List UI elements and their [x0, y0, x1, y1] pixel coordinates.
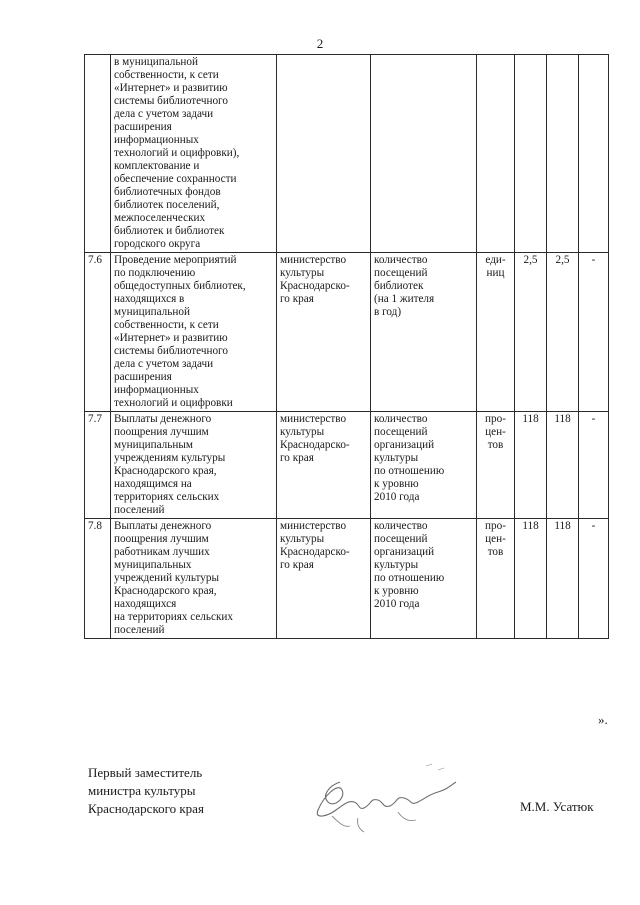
- event-name-line: технологий и оцифровки: [114, 397, 233, 409]
- event-name-line: дела с учетом задачи: [114, 358, 214, 370]
- closing-quote-mark: ».: [598, 712, 608, 727]
- position-line: министра культуры: [88, 783, 196, 798]
- table-row: [85, 55, 609, 253]
- event-name-line: «Интернет» и развитию: [114, 332, 228, 344]
- event-name-line: в муниципальной: [114, 56, 199, 68]
- position-line: Краснодарского края: [88, 801, 204, 816]
- value-2015: 118: [515, 412, 547, 519]
- event-name-line: информационных: [114, 134, 199, 146]
- unit: [477, 253, 515, 412]
- signature-position: [88, 764, 204, 818]
- unit-line: про-: [485, 413, 506, 425]
- event-name-line: поселений: [114, 624, 165, 636]
- indicator-line: (на 1 жителя: [374, 293, 435, 305]
- event-name-line: межпоселенческих: [114, 212, 206, 224]
- event-name-line: территориях сельских: [114, 491, 220, 503]
- indicator-line: организаций: [374, 439, 435, 451]
- executor-line: Краснодарско-: [280, 546, 350, 558]
- table-row: [85, 412, 609, 519]
- executor: [277, 412, 371, 519]
- event-name-line: расширения: [114, 121, 172, 133]
- executor-line: Краснодарско-: [280, 439, 350, 451]
- handwritten-signature: [298, 752, 468, 842]
- row-number: 7.6: [85, 253, 111, 412]
- executor-line: министерство: [280, 254, 347, 266]
- event-name-line: поощрения лучшим: [114, 533, 209, 545]
- event-name-line: собственности, к сети: [114, 319, 219, 331]
- event-name-line: Выплаты денежного: [114, 520, 212, 532]
- row-number: 7.7: [85, 412, 111, 519]
- event-name-line: системы библиотечного: [114, 95, 228, 107]
- executor: [277, 519, 371, 639]
- indicator-line: посещений: [374, 533, 428, 545]
- event-name-line: поощрения лучшим: [114, 426, 209, 438]
- indicator: [371, 253, 477, 412]
- indicator-line: организаций: [374, 546, 435, 558]
- indicator-line: количество: [374, 520, 428, 532]
- value-2016: 118: [547, 519, 579, 639]
- event-name-line: библиотек поселений,: [114, 199, 220, 211]
- executor-line: министерство: [280, 520, 347, 532]
- indicator-line: культуры: [374, 452, 419, 464]
- value-2017: -: [579, 253, 609, 412]
- event-name-line: городского округа: [114, 238, 201, 250]
- indicator-line: по отношению: [374, 465, 445, 477]
- executor: [277, 253, 371, 412]
- event-name-line: по подключению: [114, 267, 196, 279]
- executor: [277, 55, 371, 253]
- event-name-line: «Интернет» и развитию: [114, 82, 228, 94]
- event-name-line: технологий и оцифровки),: [114, 147, 240, 159]
- unit-line: про-: [485, 520, 506, 532]
- event-name-line: учреждений культуры: [114, 572, 220, 584]
- indicator: [371, 55, 477, 253]
- event-name-line: информационных: [114, 384, 199, 396]
- executor-line: культуры: [280, 267, 325, 279]
- program-table: [84, 54, 609, 639]
- event-name-line: на территориях сельских: [114, 611, 233, 623]
- event-name-line: находящимся на: [114, 478, 192, 490]
- executor-line: го края: [280, 452, 314, 464]
- indicator-line: количество: [374, 254, 428, 266]
- unit-line: еди-: [485, 254, 506, 266]
- unit-line: ниц: [486, 267, 505, 279]
- event-name-line: системы библиотечного: [114, 345, 228, 357]
- unit-line: тов: [487, 439, 504, 451]
- unit: [477, 412, 515, 519]
- event-name-line: работникам лучших: [114, 546, 210, 558]
- event-name-line: комплектование и: [114, 160, 200, 172]
- event-name-line: муниципальным: [114, 439, 193, 451]
- event-name-line: дела с учетом задачи: [114, 108, 214, 120]
- executor-line: культуры: [280, 533, 325, 545]
- indicator-line: культуры: [374, 559, 419, 571]
- value-2016: 2,5: [547, 253, 579, 412]
- event-name-line: расширения: [114, 371, 172, 383]
- unit: [477, 55, 515, 253]
- table-row: [85, 519, 609, 639]
- event-name-line: общедоступных библиотек,: [114, 280, 246, 292]
- row-number: 7.8: [85, 519, 111, 639]
- event-name-line: учреждениям культуры: [114, 452, 226, 464]
- event-name-line: муниципальной: [114, 306, 190, 318]
- value-2016: [547, 55, 579, 253]
- value-2015: 118: [515, 519, 547, 639]
- event-name-line: находящихся: [114, 598, 177, 610]
- event-name-line: библиотечных фондов: [114, 186, 221, 198]
- value-2015: 2,5: [515, 253, 547, 412]
- event-name-line: собственности, к сети: [114, 69, 219, 81]
- value-2017: -: [579, 412, 609, 519]
- value-2015: [515, 55, 547, 253]
- indicator-line: 2010 года: [374, 491, 420, 503]
- indicator-line: 2010 года: [374, 598, 420, 610]
- event-name-line: муниципальных: [114, 559, 192, 571]
- event-name: [111, 519, 277, 639]
- event-name-line: обеспечение сохранности: [114, 173, 237, 185]
- unit-line: тов: [487, 546, 504, 558]
- row-number: [85, 55, 111, 253]
- executor-line: го края: [280, 559, 314, 571]
- signer-name: М.М. Усатюк: [520, 799, 594, 814]
- indicator-line: к уровню: [374, 478, 419, 490]
- indicator-line: по отношению: [374, 572, 445, 584]
- unit-line: цен-: [485, 426, 506, 438]
- event-name-line: Краснодарского края,: [114, 465, 217, 477]
- page-number: 2: [316, 36, 324, 51]
- indicator: [371, 519, 477, 639]
- unit-line: цен-: [485, 533, 506, 545]
- event-name-line: библиотек и библиотек: [114, 225, 225, 237]
- indicator-line: библиотек: [374, 280, 424, 292]
- table-row: [85, 253, 609, 412]
- event-name-line: Выплаты денежного: [114, 413, 212, 425]
- indicator-line: посещений: [374, 267, 428, 279]
- event-name-line: поселений: [114, 504, 165, 516]
- indicator-line: к уровню: [374, 585, 419, 597]
- executor-line: культуры: [280, 426, 325, 438]
- position-line: Первый заместитель: [88, 765, 203, 780]
- indicator: [371, 412, 477, 519]
- unit: [477, 519, 515, 639]
- value-2017: -: [579, 519, 609, 639]
- indicator-line: в год): [374, 306, 402, 318]
- event-name: [111, 253, 277, 412]
- executor-line: го края: [280, 293, 314, 305]
- executor-line: министерство: [280, 413, 347, 425]
- event-name: [111, 412, 277, 519]
- event-name-line: Краснодарского края,: [114, 585, 217, 597]
- executor-line: Краснодарско-: [280, 280, 350, 292]
- value-2017: [579, 55, 609, 253]
- event-name: [111, 55, 277, 253]
- event-name-line: Проведение мероприятий: [114, 254, 237, 266]
- event-name-line: находящихся в: [114, 293, 185, 305]
- indicator-line: посещений: [374, 426, 428, 438]
- value-2016: 118: [547, 412, 579, 519]
- indicator-line: количество: [374, 413, 428, 425]
